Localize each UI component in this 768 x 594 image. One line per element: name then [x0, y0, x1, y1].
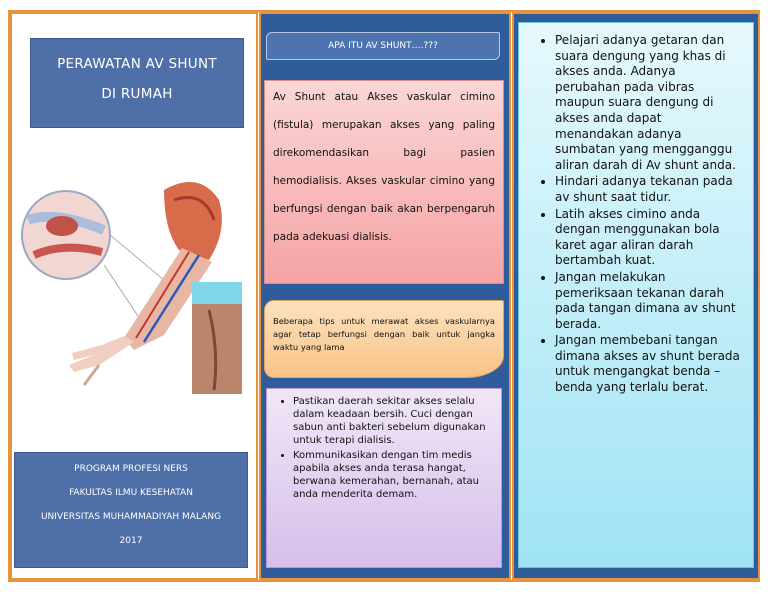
- list-item: • Hindari adanya tekanan pada av shunt saat tidur.: [555, 174, 743, 205]
- list-item: • Pelajari adanya getaran dan suara dengung yang khas di akses anda. Adanya perubahan pada vibras maupun suara dengung di akses anda dapat menandakan adanya sumbatan yang mengganggu aliran darah di Av shunt anda.: [555, 33, 743, 173]
- tips-intro: Beberapa tips untuk merawat akses vaskularnya agar tetap berfungsi dengan baik untuk jangka waktu yang lama: [264, 300, 504, 378]
- section-banner: APA ITU AV SHUNT….???: [266, 32, 500, 60]
- footer-year: 2017: [119, 536, 143, 546]
- footer-faculty: FAKULTAS ILMU KESEHATAN: [69, 488, 193, 498]
- footer-university: UNIVERSITAS MUHAMMADIYAH MALANG: [40, 512, 222, 522]
- footer-program: PROGRAM PROFESI NERS: [74, 464, 188, 474]
- institution-footer: [14, 452, 248, 568]
- care-tips-list-1: [266, 388, 502, 568]
- title-line-1: PERAWATAN AV SHUNT: [57, 56, 217, 72]
- definition-text: Av Shunt atau Akses vaskular cimino (fistula) merupakan akses yang paling direkomendasikan bagi pasien hemodialisis. Akses vaskular cimino yang berfungsi dengan baik akan berpengaruh pada adekuasi dialisis.: [264, 80, 504, 284]
- list-item: • Kommunikasikan dengan tim medis apabila akses anda terasa hangat, berwana kemerahan, bernanah, atau anda menderita demam.: [293, 449, 493, 501]
- care-tips-list-2: [518, 22, 754, 568]
- list-item: • Latih akses cimino anda dengan menggunakan bola karet agar aliran darah bertambah kuat.: [555, 207, 743, 269]
- list-item: • Jangan melakukan pemeriksaan tekanan darah pada tangan dimana av shunt berada.: [555, 270, 743, 332]
- list-item: • Jangan membebani tangan dimana akses av shunt berada untuk mengangkat benda – benda yang terlalu berat.: [555, 333, 743, 395]
- brochure-title: [30, 38, 244, 128]
- av-shunt-arm-illustration: [14, 160, 250, 400]
- title-line-2: DI RUMAH: [101, 86, 173, 102]
- list-item: • Pastikan daerah sekitar akses selalu dalam keadaan bersih. Cuci dengan sabun anti bakteri sebelum digunakan untuk terapi dialisis.: [293, 395, 493, 447]
